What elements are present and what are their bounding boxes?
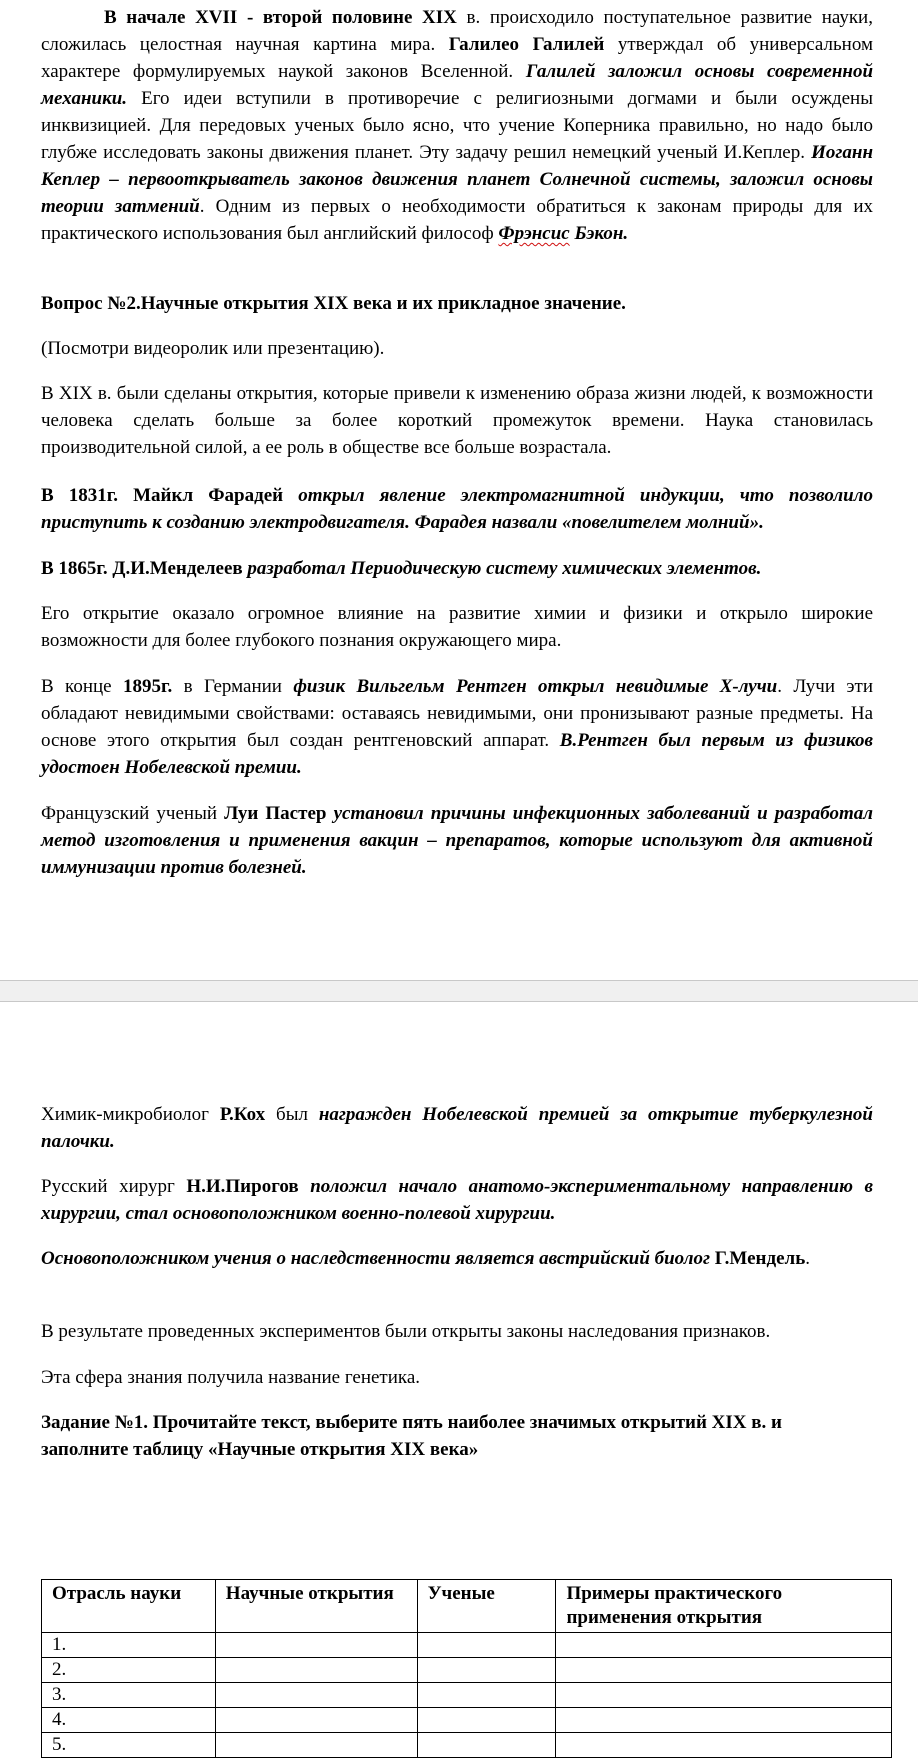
text-span: утверждал об универсальном характере формулируемых наукой законов Вселенной. [41,34,873,82]
table-row [42,1658,892,1683]
paragraph-genetics [41,1364,873,1391]
paragraph-laws [41,1318,873,1345]
application-cell[interactable] [556,1708,892,1733]
row-number-cell[interactable]: 3. [42,1683,216,1708]
paragraph-pirogov [41,1173,873,1227]
paragraph-xix-century [41,380,873,461]
table-row [42,1683,892,1708]
bold-italic-span: награжден Нобелевской премией за открытие туберкулезной палочки. [41,1104,873,1152]
table-row [42,1708,892,1733]
application-cell[interactable] [556,1658,892,1683]
bold-italic-span: Бэкон. [569,223,629,244]
text-span [299,1176,311,1197]
watch-note [41,335,873,362]
scientist-cell[interactable] [417,1708,556,1733]
column-header: Ученые [417,1580,556,1633]
bold-italic-span: установил причины инфекционных заболеваний и разработал метод изготовления и применения вакцин – препаратов, которые используют для активной иммунизации против болезней. [41,803,873,878]
bold-span: Н.И.Пирогов [186,1176,299,1197]
note-text: (Посмотри видеоролик или презентацию). [41,338,385,359]
paragraph-pasteur [41,800,873,881]
text-span: Его идеи вступили в противоречие с религиозными догмами и были осуждены инквизицией. Для передовых ученых было ясно, что учение Коперника правильно, но надо было глубже исследовать законы движения планет. Эту задачу решил немецкий ученый И.Кеплер. [41,88,873,163]
text-span: . [805,1248,810,1269]
question-2-heading [41,290,873,317]
row-number-cell[interactable]: 4. [42,1708,216,1733]
heading-text: Задание №1. Прочитайте текст, выберите пять наиболее значимых открытий XIX в. и заполните таблицу «Научные открытия XIX века» [41,1412,782,1460]
scientist-cell[interactable] [417,1733,556,1758]
text-span: в. происходило поступательное развитие науки, сложилась целостная научная картина мира. [41,7,873,55]
application-cell[interactable] [556,1733,892,1758]
bold-italic-span: Галилей заложил основы современной механики. [41,61,874,109]
text-span: был [265,1104,319,1125]
application-cell[interactable] [556,1633,892,1658]
bold-span: Луи Пастер [224,803,327,824]
table-row [42,1633,892,1658]
bold-italic-span: Иоганн Кеплер – первооткрыватель законов движения планет Солнечной системы, заложил основы теории затмений [41,142,873,217]
bold-italic-span: положил начало анатомо-экспериментальному направлению в хирургии, стал основоположником военно-полевой хирургии. [41,1176,873,1224]
scientist-cell[interactable] [417,1633,556,1658]
discovery-cell[interactable] [215,1708,417,1733]
paragraph-intro [41,4,873,247]
bold-span: Галилео Галилей [448,34,605,55]
body-text: В результате проведенных экспериментов были открыты законы наследования признаков. [41,1321,771,1342]
paragraph-koch [41,1101,873,1155]
table-row [42,1733,892,1758]
text-span: Русский хирург [41,1176,187,1197]
body-text: В XIX в. были сделаны открытия, которые привели к изменению образа жизни людей, к возможности человека сделать больше за более короткий промежуток времени. Наука становилась производительной силой, а ее роль в обществе все больше возрастала. [41,383,873,458]
discovery-cell[interactable] [215,1633,417,1658]
bold-italic-span: разработал Периодическую систему химических элементов. [247,558,762,579]
bold-italic-span: физик Вильгельм Рентген открыл невидимые Х-лучи [293,676,778,697]
row-number-cell[interactable]: 1. [42,1633,216,1658]
body-text: Его открытие оказало огромное влияние на развитие химии и физики и открыло широкие возможности для более глубокого познания окружающего мира. [41,603,873,651]
document-page-2 [0,1002,918,1755]
paragraph-mendeleev-effect [41,600,873,654]
bold-italic-span: Основоположником учения о наследственности является австрийский биолог [41,1248,715,1269]
row-number-cell[interactable]: 2. [42,1658,216,1683]
paragraph-roentgen [41,673,873,781]
discovery-cell[interactable] [215,1658,417,1683]
heading-text: Вопрос №2.Научные открытия XIX века и их прикладное значение. [41,293,626,314]
page-break-separator [0,980,918,1002]
spellcheck-word: Фрэнсис [498,223,570,244]
scientist-cell[interactable] [417,1658,556,1683]
paragraph-mendeleev [41,555,873,582]
paragraph-faraday [41,482,873,536]
scientist-cell[interactable] [417,1683,556,1708]
text-span: Химик-микробиолог [41,1104,220,1125]
bold-span: В 1865г. Д.И.Менделеев [41,558,248,579]
row-number-cell[interactable]: 5. [42,1733,216,1758]
text-span: в Германии [172,676,294,697]
text-span: . Лучи эти обладают невидимыми свойствами: оставаясь невидимыми, они пронизывают разные предметы. На основе этого открытия был создан рентгеновский аппарат. [41,676,873,751]
bold-span: В 1831г. Майкл Фарадей [41,485,299,506]
column-header: Отрасль науки [42,1580,216,1633]
bold-italic-span: открыл явление электромагнитной индукции, что позволило приступить к созданию электродвигателя. Фарадея назвали «повелителем молний». [41,485,873,533]
body-text: Эта сфера знания получила название генетика. [41,1367,421,1388]
bold-span: Г.Мендель [714,1248,806,1269]
discovery-cell[interactable] [215,1733,417,1758]
text-span: Французский ученый [41,803,225,824]
text-span: В конце [41,676,123,697]
discoveries-table [41,1579,892,1758]
column-header: Примеры практического применения открытия [556,1580,892,1633]
table-header-row [42,1580,892,1633]
task-1-heading [41,1409,873,1463]
bold-span: 1895г. [122,676,173,697]
text-span: . Одним из первых о необходимости обратиться к законам природы для их практического использования был английский философ [41,196,874,244]
bold-italic-span: В.Рентген был первым из физиков удостоен Нобелевской премии. [41,730,873,778]
bold-span: Р.Кох [219,1104,266,1125]
paragraph-mendel [41,1245,873,1272]
application-cell[interactable] [556,1683,892,1708]
column-header: Научные открытия [215,1580,417,1633]
discovery-cell[interactable] [215,1683,417,1708]
bold-span: В начале XVII - второй половине XIX [104,7,457,28]
